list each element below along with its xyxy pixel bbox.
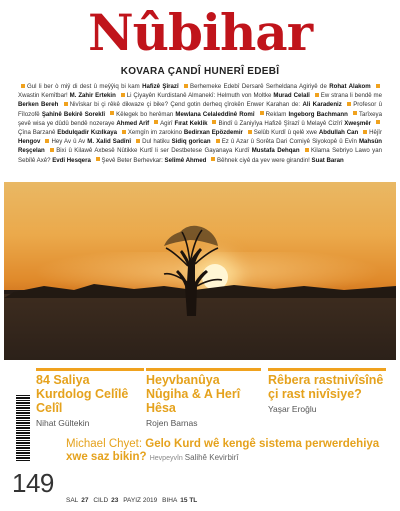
feature-title: Heyvbanûya Nûgiha & A Herî Hêsa: [146, 373, 241, 415]
toc-bullet-icon: [136, 139, 140, 143]
toc-entry-author: Sidiq gorîcan: [171, 138, 211, 146]
toc-entry-author: Ebdulqadir Kızılkaya: [57, 129, 117, 137]
toc-entry-author: Ahmed Arîf: [116, 119, 150, 127]
headline-text: Gelo Kurd wê kengê sistema perwerdehiya xwe saz bikin?: [66, 438, 380, 463]
toc-bullet-icon: [305, 148, 309, 152]
toc-bullet-icon: [184, 84, 188, 88]
toc-entry-author: Murad Celalî: [273, 92, 310, 100]
toc-entry-author: Mahsûn Reşçelan: [18, 138, 382, 155]
toc-entry-author: Berken Bereh: [18, 101, 59, 109]
cild-label: CILD: [93, 497, 109, 504]
cover-headline: [66, 438, 392, 465]
toc-bullet-icon: [212, 120, 216, 124]
toc-bullet-icon: [363, 130, 367, 134]
toc-entry-author: Evdî Hesqera: [52, 156, 91, 164]
feature-accent-bar: [268, 368, 386, 371]
cild-value: 23: [111, 497, 119, 504]
issue-date: PAYIZ 2019: [123, 497, 158, 504]
toc-bullet-icon: [260, 111, 264, 115]
toc-bullet-icon: [110, 111, 114, 115]
toc-bullet-icon: [121, 93, 125, 97]
feature-article: [36, 368, 144, 428]
toc-entry-author: Hafizê Şîrazî: [142, 83, 179, 90]
toc-entry-title: Agirî: [160, 119, 175, 127]
toc-entry-author: M. Xalid Sadînî: [87, 138, 132, 146]
toc-entry-author: Ingeborg Bachmann: [288, 110, 348, 118]
feature-title: Rêbera rastnivîsînê çi rast nivîsiye?: [268, 373, 384, 401]
toc-entry-author: Fırat Keklik: [174, 119, 208, 127]
toc-bullet-icon: [64, 102, 68, 106]
toc-bullet-icon: [248, 130, 252, 134]
toc-entry-author: Suat Baran: [311, 156, 344, 164]
toc-entry-author: Mewlana Celaleddînê Romî: [175, 110, 255, 118]
price-value: 15 TL: [180, 497, 198, 504]
toc-entry-title: Çîna Barzanê: [18, 129, 58, 137]
toc-entry-title: Berhemeke Edebî Dersarê Serheldana Agiriyê de: [190, 83, 330, 90]
issue-info: [66, 497, 200, 504]
toc-entry-title: Gul li ber ò miŷ di dest û meŷŷiq bi kam: [27, 83, 143, 90]
toc-bullet-icon: [353, 111, 357, 115]
toc-entry-author: Selîmê Ahmed: [164, 156, 207, 164]
toc-entry-title: Li Çiyayên Kurdistanê Almanekî: Helmuth von Moltke: [126, 92, 274, 100]
toc-entry-title: Hêjîr: [369, 129, 382, 137]
toc-entry-author: Rohat Alakom: [329, 83, 371, 90]
toc-entry-author: Mustafa Dehqan: [251, 147, 300, 155]
sal-value: 27: [81, 497, 89, 504]
feature-articles: [16, 368, 390, 436]
price-label: BIHA: [162, 497, 178, 504]
toc-bullet-icon: [216, 139, 220, 143]
headline-lead: Michael Chyet:: [66, 438, 146, 450]
feature-article: [146, 368, 261, 428]
tree-silhouette: [4, 182, 396, 360]
toc-entry-title: Dul hatiku: [142, 138, 172, 146]
toc-entry-author: Bedirxan Epözdemir: [183, 129, 243, 137]
toc-entry-title: Şevê Beter Berhevkar:: [101, 156, 165, 164]
toc-entry-author: Abdullah Can: [318, 129, 359, 137]
toc-entry-author: Xweşmêr: [344, 119, 372, 127]
toc-entry-title: Ez û Azar û Sorêta Dari Comiyê Siyokopê û Evîn: [221, 138, 359, 146]
toc-bullet-icon: [347, 102, 351, 106]
toc-bullet-icon: [122, 130, 126, 134]
toc-bullet-icon: [376, 84, 380, 88]
toc-entry-title: Ew strana li bendê me: [320, 92, 383, 100]
toc-bullet-icon: [315, 93, 319, 97]
toc-entry-title: Xemgîn im zarokino: [127, 129, 184, 137]
toc-entry-title: Reklam: [265, 110, 289, 118]
toc-entry-title: Kilama Sebriyo Lawo yan Sebîlê Axê?: [18, 147, 382, 164]
toc-entry-title: Nivîskar bi çi rêkê dikwaze çi bike? Çend gotin derheq çîrokên Enwer Karahan de:: [69, 101, 303, 109]
toc-entry-title: Hey Av û Av: [51, 138, 88, 146]
toc-entry-title: Kêlegek bo herêman: [116, 110, 176, 118]
toc-bullet-icon: [45, 139, 49, 143]
toc-bullet-icon: [211, 157, 215, 161]
toc-entry-title: Selûb Kurdî û qelê xwe: [253, 129, 319, 137]
toc-entry-author: Ali Karadeniz: [302, 101, 342, 109]
feature-author: Yaşar Eroğlu: [268, 404, 317, 414]
toc-entry-author: Şahînê Bekirê Soreklî: [41, 110, 106, 118]
toc-entry-title: Xwastin Kemîtbar!: [18, 92, 70, 100]
toc-entry-title: Tarîxeya şevê wisa ye dûdû bendê nozeraye: [18, 110, 382, 127]
toc-bullet-icon: [50, 148, 54, 152]
feature-author: Rojen Barnas: [146, 418, 198, 428]
toc-entry-title: Bêhnek ciyê da yev were girandin!: [217, 156, 312, 164]
headline-label: Hevpeyvîn: [149, 455, 185, 462]
feature-article: [268, 368, 386, 414]
toc-entry-author: Hengov: [18, 138, 41, 146]
toc-bullet-icon: [376, 120, 380, 124]
feature-accent-bar: [36, 368, 144, 371]
table-of-contents: [18, 82, 382, 165]
cover-photo: [4, 182, 396, 360]
toc-bullet-icon: [21, 84, 25, 88]
issue-number: 149: [12, 468, 54, 498]
feature-author: Nihat Gültekin: [36, 418, 90, 428]
toc-entry-author: M. Zahir Ertekin: [69, 92, 116, 100]
masthead: [0, 4, 400, 62]
toc-entry-title: Bindî û Zaniyîya Hafizê Şîrazî û Melayê Cizîrî: [218, 119, 345, 127]
feature-accent-bar: [146, 368, 261, 371]
toc-bullet-icon: [154, 120, 158, 124]
toc-entry-title: Profesor û Fîlozofê: [18, 101, 382, 118]
toc-entry-title: Bixi û Kilawê Axbesê Nûtikke Kurtî li ser Destbetese Gayanaya Kurdî: [56, 147, 252, 155]
feature-title: 84 Saliya Kurdolog Celîlê Celîl: [36, 373, 129, 415]
headline-author: Salihê Kevirbirî: [184, 453, 239, 462]
sal-label: SAL: [66, 497, 79, 504]
magazine-tagline: KOVARA ÇANDÎ HUNERÎ EDEBÎ: [120, 66, 280, 77]
toc-bullet-icon: [96, 157, 100, 161]
magazine-logo: Nûbihar: [87, 3, 313, 62]
